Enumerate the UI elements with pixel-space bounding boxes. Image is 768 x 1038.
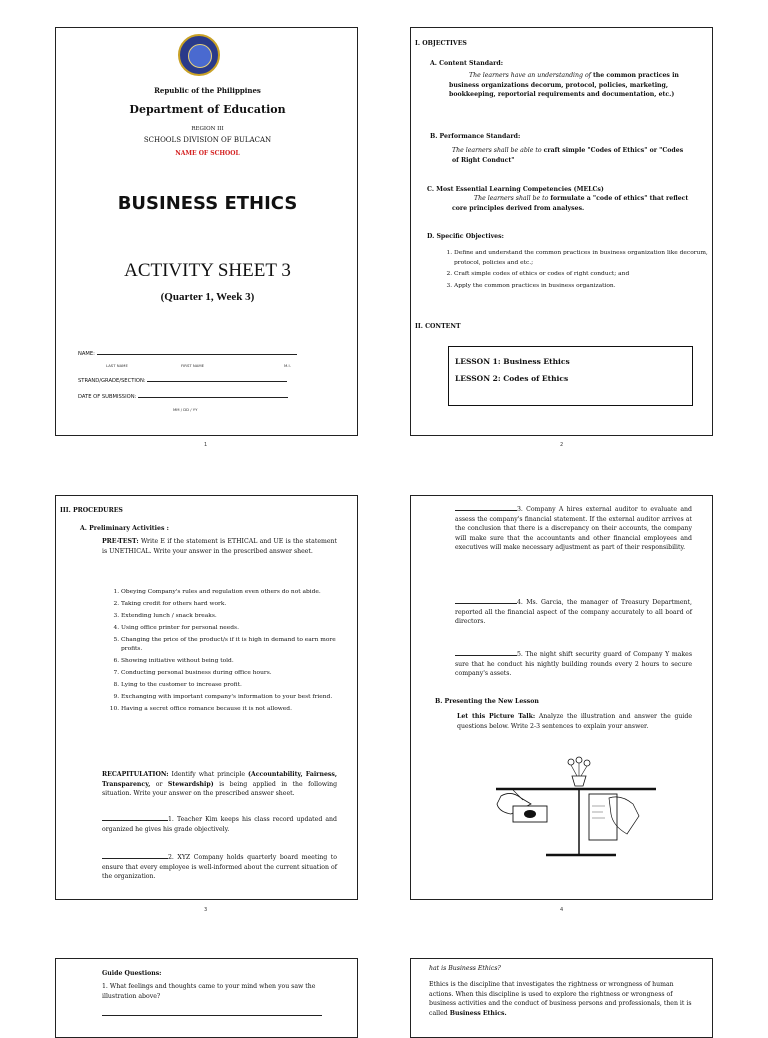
- name-line[interactable]: [97, 348, 297, 355]
- pretest-item: 2. Taking credit for others hard work.: [121, 600, 351, 610]
- spec-item: 3. Apply the common practices in business organization.: [454, 282, 708, 292]
- content-std-text: [449, 71, 692, 100]
- prelim-heading: A. Preliminary Activities :: [80, 525, 169, 532]
- pretest-item: 10. Having a secret office romance because it is not allowed.: [121, 705, 351, 715]
- page-number-1: 1: [204, 442, 208, 448]
- perf-std-lead: The learners shall be able to: [452, 147, 542, 154]
- pretest-item: 6. Showing initiative without being told.: [121, 657, 351, 667]
- situation-2-text: 2. XYZ Company holds quarterly board meeting to ensure that every employee is well-informed about the current situation of the organization.: [102, 854, 337, 880]
- page-6: [410, 958, 713, 1038]
- pretest-item: 7. Conducting personal business during office hours.: [121, 669, 351, 679]
- procedures-heading: III. PROCEDURES: [60, 507, 123, 514]
- subject-title: BUSINESS ETHICS: [117, 193, 298, 214]
- pretest-item: 1. Obeying Company's rules and regulation even others do not abide.: [121, 588, 351, 598]
- answer-line-3[interactable]: [455, 504, 517, 511]
- republic-label: Republic of the Philippines: [154, 86, 261, 95]
- picture-talk-text: [457, 712, 692, 731]
- page-3: [55, 495, 358, 900]
- pretest-body: Write E if the statement is ETHICAL and UE is the statement is UNETHICAL. Write your answer in the prescribed answer sheet.: [102, 538, 337, 555]
- page-2: [410, 27, 713, 436]
- recap-body-1: Identify what principle: [171, 771, 246, 778]
- situation-3: [455, 504, 692, 553]
- business-ethics-heading: hat is Business Ethics?: [429, 965, 501, 972]
- lesson-box: [448, 346, 693, 406]
- deped-seal: [178, 34, 220, 76]
- spec-item: 2. Craft simple codes of ethics or codes of right conduct; and: [454, 270, 708, 280]
- recap-text: [102, 770, 337, 799]
- spec-list: [440, 249, 708, 294]
- pretest-text: [102, 537, 337, 556]
- content-std-title: A. Content Standard:: [430, 60, 504, 67]
- pretest-item: 5. Changing the price of the product/s if it is high in demand to earn more profits.: [121, 636, 351, 655]
- region-label: REGION III: [191, 126, 224, 132]
- recap-bold-1: (Accountability, Fairness, Transparency,: [102, 771, 337, 788]
- situation-4: [455, 597, 692, 627]
- situation-4-text: 4. Ms. Garcia, the manager of Treasury Department, reported all the financial aspect of the company accurately to all board of directors.: [455, 599, 692, 625]
- spec-title: D. Specific Objectives:: [427, 233, 504, 240]
- situation-5: [455, 649, 692, 679]
- flower-pot-icon: [568, 757, 590, 786]
- date-format-hint: MM / DD / YY: [173, 407, 198, 412]
- picture-talk-label: Let this Picture Talk:: [457, 713, 536, 720]
- recap-label: RECAPITULATION:: [102, 771, 169, 778]
- document-hand-icon: [589, 794, 639, 840]
- situation-3-text: 3. Company A hires external auditor to evaluate and assess the company's financial statement. If the external auditor arrives at the conclusion that there is a discrepancy on their accounts, the company will make sure that the accountants and other financial employees and executives will make necessary adjustment as part of their responsibility.: [455, 506, 692, 551]
- situation-1-text: 1. Teacher Kim keeps his class record updated and organized he gives his grade objectively.: [102, 816, 337, 833]
- first-name-hint: FIRST NAME: [181, 363, 204, 368]
- guide-q1: 1. What feelings and thoughts came to your mind when you saw the illustration above?: [102, 983, 316, 1000]
- melc-text: [452, 194, 692, 213]
- strand-line[interactable]: [147, 375, 287, 382]
- pretest-item: 3. Extending lunch / snack breaks.: [121, 612, 351, 622]
- money-hand-icon: [497, 790, 547, 822]
- situation-5-text: 5. The night shift security guard of Company Y makes sure that he conduct his nightly building rounds every 2 hours to secure company's assets.: [455, 651, 692, 677]
- page-number-4: 4: [560, 907, 564, 913]
- scale-illustration: [491, 754, 661, 864]
- pretest-item: 4. Using office printer for personal needs.: [121, 624, 351, 634]
- business-ethics-bold: Business Ethics.: [449, 1009, 507, 1017]
- business-ethics-body: Ethics is the discipline that investigates the rightness or wrongness of human actions. When this discipline is used to explore the rightness or wrongness of business activities and the conduct of business persons and professionals, then it is called: [429, 981, 692, 1017]
- guide-title: Guide Questions:: [102, 970, 162, 977]
- pretest-item: 9. Exchanging with important company's information to your best friend.: [121, 693, 351, 703]
- business-ethics-para: [429, 980, 694, 1018]
- recap-body-3: is being applied in the following situation. Write your answer on the prescribed answer sheet.: [102, 780, 338, 797]
- pretest-list: [107, 588, 351, 716]
- presenting-heading: B. Presenting the New Lesson: [435, 698, 539, 705]
- objectives-heading: I. OBJECTIVES: [415, 40, 467, 47]
- spec-item: 1. Define and understand the common practices in business organization like decorum, protocol, policies and etc.;: [454, 249, 708, 268]
- name-row: [78, 348, 338, 357]
- quarter-label: (Quarter 1, Week 3): [160, 291, 255, 303]
- page-4: [410, 495, 713, 900]
- department-label: Department of Education: [129, 103, 286, 116]
- situation-2: [102, 852, 337, 882]
- melc-lead: The learners shall be to: [474, 195, 549, 202]
- answer-line-2[interactable]: [102, 852, 168, 859]
- strand-row: [78, 375, 348, 384]
- recap-bold-2: Stewardship): [167, 780, 214, 788]
- page-number-3: 3: [204, 907, 208, 913]
- strand-label: STRAND/GRADE/SECTION:: [78, 378, 146, 384]
- picture-talk-body: Analyze the illustration and answer the guide questions below. Write 2-3 sentences to explain your answer.: [457, 713, 692, 730]
- situation-1: [102, 814, 337, 834]
- recap-body-2: or: [155, 780, 163, 788]
- name-label: NAME:: [78, 351, 95, 357]
- page-number-2: 2: [560, 442, 564, 448]
- melc-title: C. Most Essential Learning Competencies (MELCs): [427, 186, 604, 193]
- answer-line-5[interactable]: [455, 649, 517, 656]
- melc-bold: formulate a "code of ethics" that reflect core principles derived from analyses.: [452, 195, 689, 212]
- mi-hint: M.I.: [284, 363, 291, 368]
- sheet-title: ACTIVITY SHEET 3: [124, 260, 291, 281]
- perf-std-bold: craft simple "Codes of Ethics" or "Codes of Right Conduct": [452, 147, 684, 164]
- perf-std-text: [452, 146, 692, 165]
- answer-line-q1[interactable]: [102, 1015, 322, 1016]
- pretest-item: 8. Lying to the customer to increase profit.: [121, 681, 351, 691]
- page-1: [55, 27, 358, 436]
- content-heading: II. CONTENT: [415, 323, 461, 330]
- lesson-2: LESSON 2: Codes of Ethics: [455, 374, 569, 383]
- date-label: DATE OF SUBMISSION:: [78, 394, 137, 400]
- lesson-1: LESSON 1: Business Ethics: [455, 357, 570, 366]
- school-name: NAME OF SCHOOL: [175, 150, 240, 157]
- content-std-bold: the common practices in business organizations decorum, protocol, policies, marketing, bookkeeping, reportorial requirements and documentation, etc.): [449, 72, 679, 98]
- answer-line-1[interactable]: [102, 814, 168, 821]
- page-5: [55, 958, 358, 1038]
- answer-line-4[interactable]: [455, 597, 517, 604]
- pretest-label: PRE-TEST:: [102, 538, 139, 545]
- date-line[interactable]: [138, 391, 288, 398]
- content-std-lead: The learners have an understanding of: [469, 72, 591, 79]
- last-name-hint: LAST NAME: [106, 363, 128, 368]
- date-row: [78, 391, 348, 400]
- division-label: SCHOOLS DIVISION OF BULACAN: [143, 136, 272, 144]
- perf-std-title: B. Performance Standard:: [430, 133, 521, 140]
